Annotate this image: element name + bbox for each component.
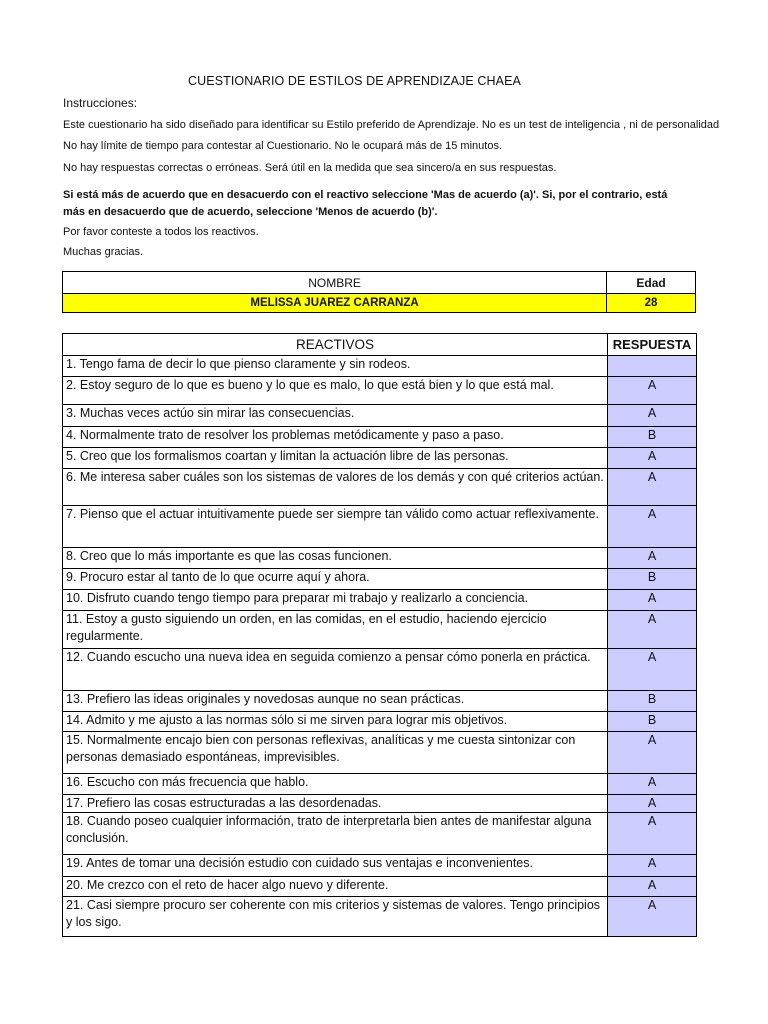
table-row [63, 649, 697, 691]
instruction-line: No hay límite de tiempo para contestar al Cuestionario. No le ocupará más de 15 minutos. [63, 140, 503, 152]
table-row [63, 795, 697, 813]
table-row [63, 590, 697, 611]
reactivo-text: 5. Creo que los formalismos coartan y limitan la actuación libre de las personas. [63, 448, 608, 469]
table-row [63, 427, 697, 448]
respuesta-header: RESPUESTA [608, 334, 697, 356]
respuesta-cell[interactable]: A [608, 448, 697, 469]
reactivo-text: 12. Cuando escucho una nueva idea en seguida comienzo a pensar cómo ponerla en práctica. [63, 649, 608, 691]
page-title: CUESTIONARIO DE ESTILOS DE APRENDIZAJE CHAEA [188, 74, 521, 88]
table-row [63, 448, 697, 469]
reactivo-text: 10. Disfruto cuando tengo tiempo para preparar mi trabajo y realizarlo a conciencia. [63, 590, 608, 611]
table-row [63, 611, 697, 649]
reactivo-text: 15. Normalmente encajo bien con personas reflexivas, analíticas y me cuesta sintonizar con personas demasiado espontáneas, imprevisibles. [63, 732, 608, 774]
respuesta-cell[interactable]: B [608, 569, 697, 590]
closing-line: Por favor conteste a todos los reactivos. [63, 226, 259, 238]
respuesta-cell[interactable]: A [608, 506, 697, 548]
respuesta-cell[interactable]: A [608, 855, 697, 877]
instruction-bold-line: Si está más de acuerdo que en desacuerdo con el reactivo seleccione 'Mas de acuerdo (a)'. Si, por el contrario, está [63, 189, 668, 201]
respuesta-cell[interactable]: A [608, 774, 697, 795]
student-info-table [62, 271, 696, 313]
respuesta-cell[interactable]: B [608, 691, 697, 712]
respuesta-cell[interactable]: A [608, 897, 697, 937]
table-row [63, 897, 697, 937]
table-row [63, 732, 697, 774]
instruction-line: Este cuestionario ha sido diseñado para identificar su Estilo preferido de Aprendizaje. No es un test de inteligencia , ni de personalidad [63, 119, 720, 131]
name-header: NOMBRE [63, 272, 607, 294]
closing-line: Muchas gracias. [63, 246, 144, 258]
age-header: Edad [607, 272, 696, 294]
respuesta-cell[interactable]: B [608, 427, 697, 448]
respuesta-cell[interactable]: A [608, 377, 697, 405]
reactivo-text: 14. Admito y me ajusto a las normas sólo si me sirven para lograr mis objetivos. [63, 712, 608, 732]
table-row [63, 691, 697, 712]
table-row [63, 774, 697, 795]
respuesta-cell[interactable]: A [608, 877, 697, 897]
age-value: 28 [607, 294, 696, 313]
table-row [63, 569, 697, 590]
reactivo-text: 19. Antes de tomar una decisión estudio con cuidado sus ventajas e inconvenientes. [63, 855, 608, 877]
reactivo-text: 1. Tengo fama de decir lo que pienso claramente y sin rodeos. [63, 356, 608, 377]
table-row [63, 469, 697, 506]
table-row [63, 712, 697, 732]
name-value: MELISSA JUAREZ CARRANZA [63, 294, 607, 313]
respuesta-cell[interactable]: A [608, 590, 697, 611]
reactivo-text: 2. Estoy seguro de lo que es bueno y lo que es malo, lo que está bien y lo que está mal. [63, 377, 608, 405]
respuesta-cell[interactable]: A [608, 649, 697, 691]
reactivo-text: 11. Estoy a gusto siguiendo un orden, en las comidas, en el estudio, haciendo ejercicio regularmente. [63, 611, 608, 649]
respuesta-cell[interactable]: A [608, 795, 697, 813]
table-row [63, 506, 697, 548]
reactivo-text: 17. Prefiero las cosas estructuradas a las desordenadas. [63, 795, 608, 813]
respuesta-cell[interactable]: A [608, 548, 697, 569]
questionnaire-table [62, 333, 697, 937]
reactivo-text: 8. Creo que lo más importante es que las cosas funcionen. [63, 548, 608, 569]
table-row [63, 877, 697, 897]
respuesta-cell[interactable]: A [608, 611, 697, 649]
table-row [63, 855, 697, 877]
reactivo-text: 3. Muchas veces actúo sin mirar las consecuencias. [63, 405, 608, 427]
reactivo-text: 13. Prefiero las ideas originales y novedosas aunque no sean prácticas. [63, 691, 608, 712]
respuesta-cell[interactable]: A [608, 813, 697, 855]
table-row [63, 356, 697, 377]
table-row [63, 405, 697, 427]
respuesta-cell[interactable] [608, 356, 697, 377]
table-row [63, 377, 697, 405]
reactivos-header: REACTIVOS [63, 334, 608, 356]
reactivo-text: 16. Escucho con más frecuencia que hablo. [63, 774, 608, 795]
respuesta-cell[interactable]: A [608, 469, 697, 506]
reactivo-text: 4. Normalmente trato de resolver los problemas metódicamente y paso a paso. [63, 427, 608, 448]
instruction-bold-line: más en desacuerdo que de acuerdo, seleccione 'Menos de acuerdo (b)'. [63, 206, 438, 218]
reactivo-text: 21. Casi siempre procuro ser coherente con mis criterios y sistemas de valores. Tengo principios y los sigo. [63, 897, 608, 937]
reactivo-text: 9. Procuro estar al tanto de lo que ocurre aquí y ahora. [63, 569, 608, 590]
table-row [63, 813, 697, 855]
reactivo-text: 18. Cuando poseo cualquier información, trato de interpretarla bien antes de manifestar alguna conclusión. [63, 813, 608, 855]
respuesta-cell[interactable]: A [608, 405, 697, 427]
reactivo-text: 6. Me interesa saber cuáles son los sistemas de valores de los demás y con qué criterios actúan. [63, 469, 608, 506]
respuesta-cell[interactable]: A [608, 732, 697, 774]
respuesta-cell[interactable]: B [608, 712, 697, 732]
instruction-line: No hay respuestas correctas o erróneas. Será útil en la medida que sea sincero/a en sus respuestas. [63, 162, 557, 174]
instructions-label: Instrucciones: [63, 96, 138, 110]
table-row [63, 548, 697, 569]
reactivo-text: 20. Me crezco con el reto de hacer algo nuevo y diferente. [63, 877, 608, 897]
reactivo-text: 7. Pienso que el actuar intuitivamente puede ser siempre tan válido como actuar reflexivamente. [63, 506, 608, 548]
